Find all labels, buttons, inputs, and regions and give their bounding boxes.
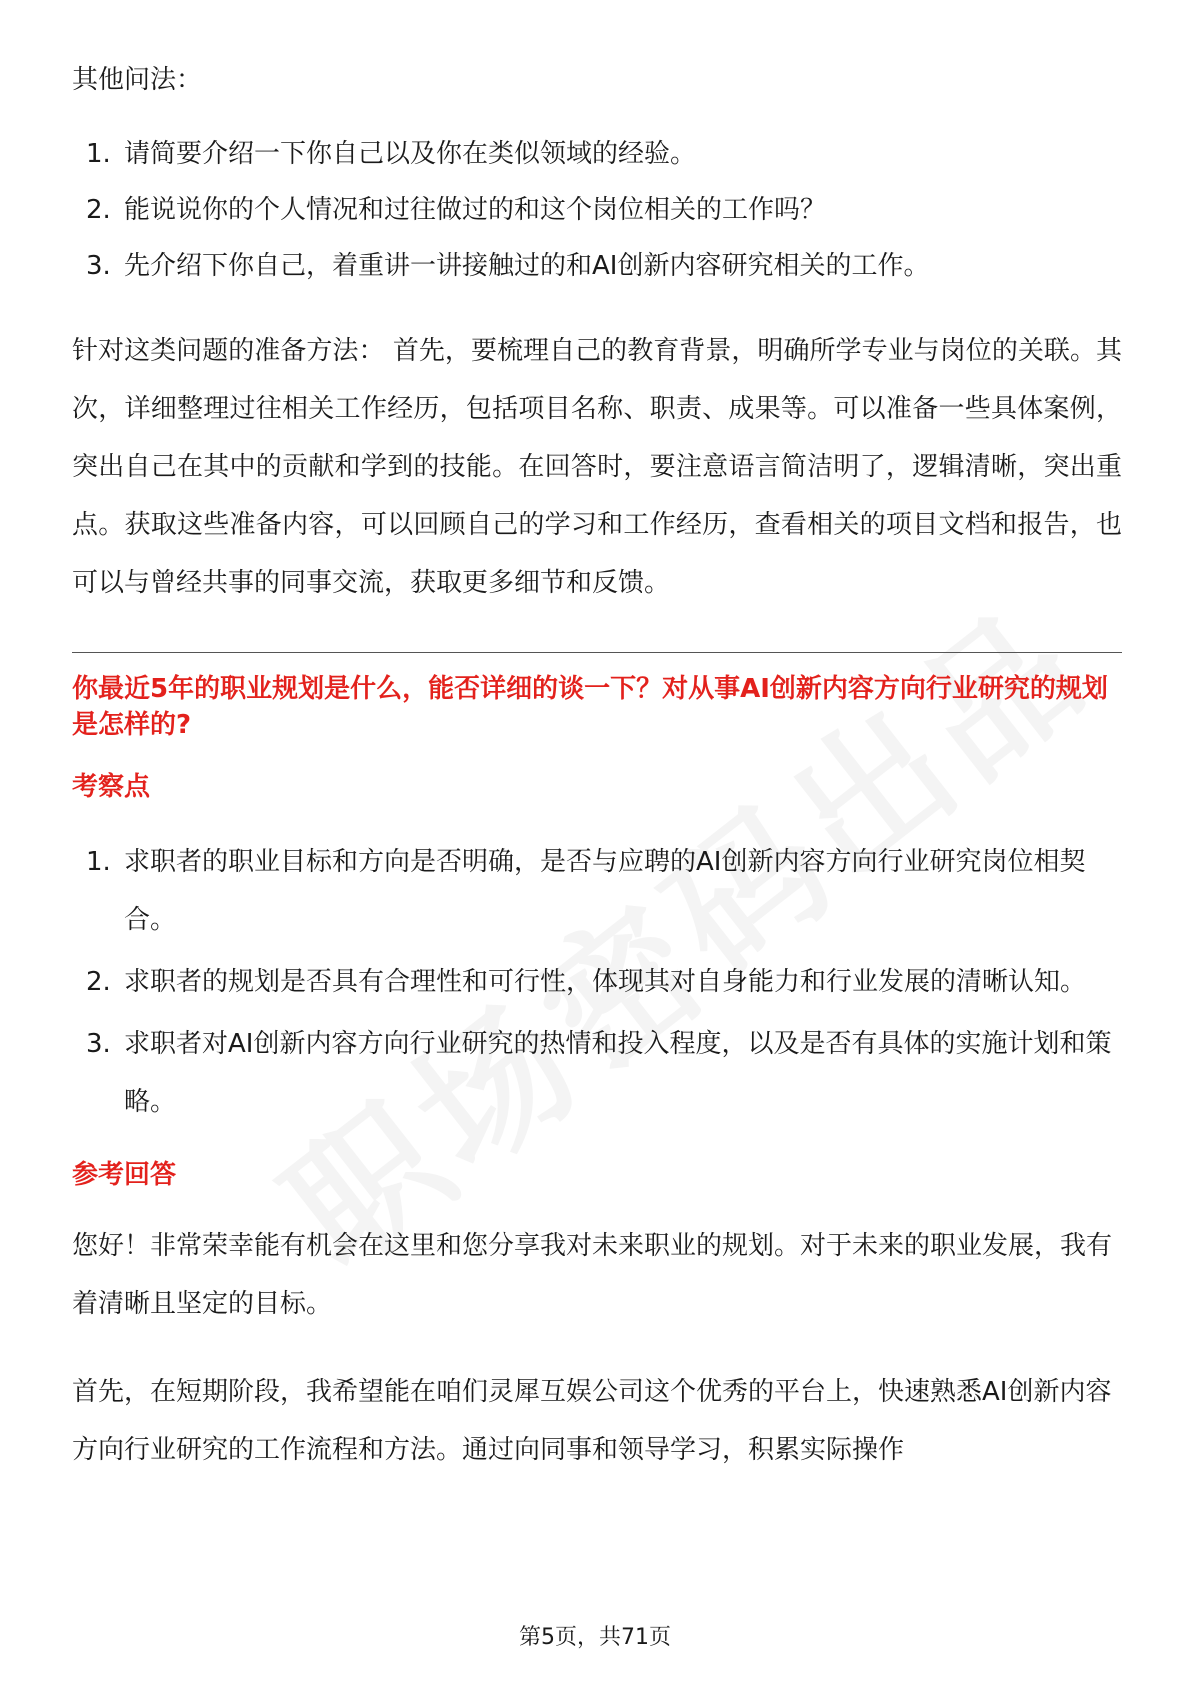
answer-paragraph: 您好！非常荣幸能有机会在这里和您分享我对未来职业的规划。对于未来的职业发展，我有着清晰且坚定的目标。 <box>72 1231 1113 1319</box>
other-questions-label: 其他问法： <box>72 65 203 95</box>
other-questions-list <box>72 126 1122 294</box>
list-item <box>72 126 1122 182</box>
reference-answer-title: 参考回答 <box>72 1160 177 1190</box>
list-number: 1. <box>86 847 111 877</box>
list-item <box>72 953 1122 1011</box>
list-number: 3. <box>86 1029 111 1059</box>
interview-question: 你最近5年的职业规划是什么，能否详细的谈一下？对从事AI创新内容方向行业研究的规划是怎样的? <box>72 674 1108 740</box>
list-item-text: 求职者的职业目标和方向是否明确，是否与应聘的AI创新内容方向行业研究岗位相契合。 <box>124 847 1086 935</box>
list-item <box>72 182 1122 238</box>
list-item-text: 求职者的规划是否具有合理性和可行性，体现其对自身能力和行业发展的清晰认知。 <box>124 967 1087 997</box>
list-number: 1. <box>86 139 111 169</box>
list-number: 3. <box>86 251 111 281</box>
page-number-footer: 第5页，共71页 <box>519 1625 671 1650</box>
check-points-title: 考察点 <box>72 772 151 802</box>
section-divider <box>72 652 1122 653</box>
list-item <box>72 238 1122 294</box>
list-item <box>72 833 1122 949</box>
list-number: 2. <box>86 967 111 997</box>
preparation-paragraph: 针对这类问题的准备方法： 首先，要梳理自己的教育背景，明确所学专业与岗位的关联。其次，详细整理过往相关工作经历，包括项目名称、职责、成果等。可以准备一些具体案例，突出自己在其中的贡献和学到的技能。在回答时，要注意语言简洁明了，逻辑清晰，突出重点。获取这些准备内容，可以回顾自己的学习和工作经历，查看相关的项目文档和报告，也可以与曾经共事的同事交流，获取更多细节和反馈。 <box>72 336 1122 598</box>
list-number: 2. <box>86 195 111 225</box>
list-item-text: 能说说你的个人情况和过往做过的和这个岗位相关的工作吗？ <box>124 195 827 225</box>
list-item-text: 求职者对AI创新内容方向行业研究的热情和投入程度，以及是否有具体的实施计划和策略。 <box>124 1029 1112 1117</box>
list-item <box>72 1015 1122 1131</box>
document-page <box>72 60 1122 1479</box>
answer-paragraph: 首先，在短期阶段，我希望能在咱们灵犀互娱公司这个优秀的平台上，快速熟悉AI创新内容方向行业研究的工作流程和方法。通过向同事和领导学习，积累实际操作 <box>72 1377 1112 1465</box>
list-item-text: 请简要介绍一下你自己以及你在类似领域的经验。 <box>124 139 697 169</box>
check-points-list <box>72 833 1122 1131</box>
list-item-text: 先介绍下你自己，着重讲一讲接触过的和AI创新内容研究相关的工作。 <box>124 251 930 281</box>
